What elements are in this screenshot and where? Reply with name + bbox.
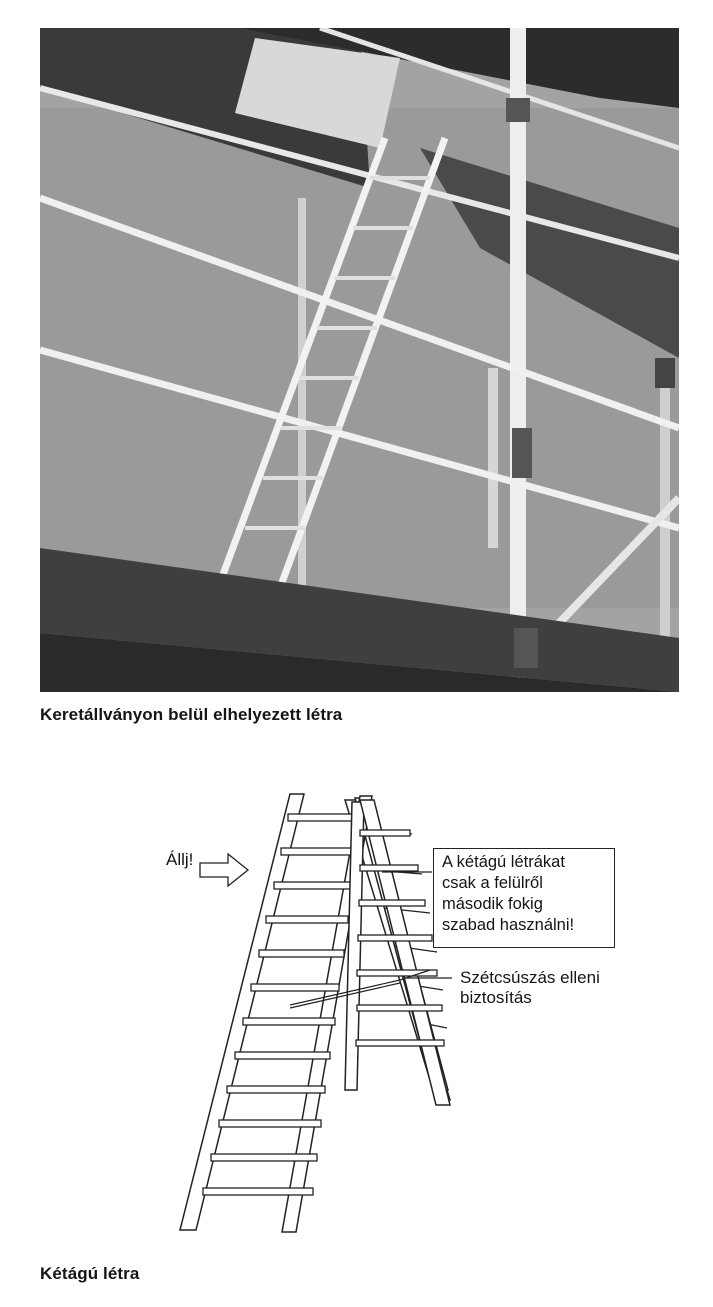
brace-label bbox=[460, 968, 680, 1008]
warning-line: szabad használni! bbox=[442, 916, 575, 934]
drawing-caption: Kétágú létra bbox=[40, 1264, 140, 1283]
stop-label: Állj! bbox=[166, 850, 194, 869]
warning-line: A kétágú létrákat bbox=[442, 853, 565, 871]
scaffold-photo bbox=[40, 28, 679, 692]
warning-line: második fokig bbox=[442, 895, 543, 913]
photo-caption: Keretállványon belül elhelyezett létra bbox=[40, 705, 343, 724]
step-ladder-drawing bbox=[150, 770, 670, 1250]
brace-line: biztosítás bbox=[460, 988, 532, 1007]
warning-box bbox=[433, 848, 615, 948]
ladder-front-rails bbox=[180, 794, 372, 1232]
brace-line: Szétcsúszás elleni bbox=[460, 968, 600, 987]
ladder-rear-rails bbox=[345, 800, 450, 1105]
scaffold-photo-illustration bbox=[40, 28, 679, 692]
warning-line: csak a felülről bbox=[442, 874, 543, 892]
right-arrow-icon bbox=[200, 854, 248, 886]
